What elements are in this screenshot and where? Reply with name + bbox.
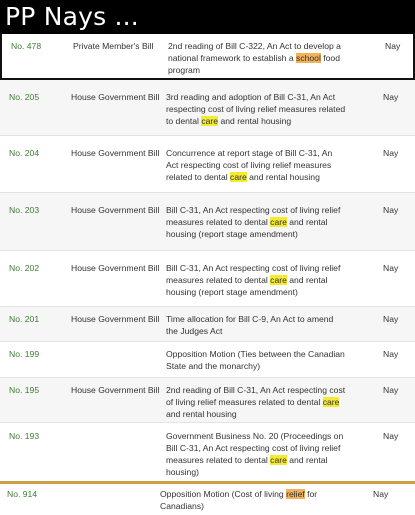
vote-value: Nay	[383, 314, 399, 324]
vote-value: Nay	[383, 148, 399, 158]
bill-type: House Government Bill	[71, 205, 160, 215]
keyword-highlight: care	[230, 172, 247, 182]
vote-description: Opposition Motion (Cost of living relief for Canadians)	[160, 489, 318, 511]
table-row	[0, 136, 415, 193]
vote-number[interactable]: No. 203	[9, 205, 40, 215]
keyword-highlight: relief	[286, 489, 305, 499]
vote-value: Nay	[373, 489, 389, 499]
keyword-highlight: care	[270, 275, 287, 285]
vote-description: 3rd reading and adoption of Bill C-31, An Act respecting cost of living relief measures related to dental care and rental housing	[166, 92, 346, 126]
vote-number[interactable]: No. 204	[9, 148, 40, 158]
votes-table	[0, 34, 415, 491]
vote-value: Nay	[383, 92, 399, 102]
vote-description: 2nd reading of Bill C-31, An Act respecting cost of living relief measures related to dental care and rental housing	[166, 385, 346, 419]
vote-description: Opposition Motion (Ties between the Canadian State and the monarchy)	[166, 349, 345, 371]
vote-number[interactable]: No. 205	[9, 92, 40, 102]
vote-description: Time allocation for Bill C-9, An Act to amend the Judges Act	[166, 314, 334, 336]
vote-number[interactable]: No. 195	[9, 385, 40, 395]
vote-value: Nay	[383, 431, 399, 441]
table-row	[0, 193, 415, 251]
table-row	[0, 307, 415, 342]
keyword-highlight: care	[322, 397, 340, 407]
table-row	[0, 251, 415, 307]
vote-value: Nay	[385, 41, 401, 51]
vote-description: Concurrence at report stage of Bill C-31, An Act respecting cost of living relief measures related to dental care and rental housing	[166, 148, 333, 182]
keyword-highlight: care	[270, 455, 287, 465]
bill-type: House Government Bill	[71, 92, 160, 102]
vote-number[interactable]: No. 193	[9, 431, 40, 441]
bill-type: Private Member's Bill	[73, 41, 154, 51]
vote-number[interactable]: No. 914	[7, 489, 38, 499]
vote-description: Government Business No. 20 (Proceedings on Bill C-31, An Act respecting cost of living relief measures related to dental care and rental housing)	[166, 431, 344, 477]
vote-number[interactable]: No. 201	[9, 314, 40, 324]
vote-number[interactable]: No. 199	[9, 349, 40, 359]
keyword-highlight: care	[270, 217, 287, 227]
bill-type: House Government Bill	[71, 148, 160, 158]
table-row	[0, 34, 415, 80]
vote-number[interactable]: No. 202	[9, 263, 40, 273]
bill-type: House Government Bill	[71, 314, 160, 324]
vote-description: Bill C-31, An Act respecting cost of living relief measures related to dental care and rental housing (report stage amendment)	[166, 263, 341, 297]
keyword-highlight: school	[296, 53, 321, 63]
vote-value: Nay	[383, 349, 399, 359]
vote-description: 2nd reading of Bill C-322, An Act to develop a national framework to establish a school food program	[168, 41, 341, 75]
bill-type: House Government Bill	[71, 385, 160, 395]
bill-type: House Government Bill	[71, 263, 160, 273]
keyword-highlight: care	[201, 116, 219, 126]
vote-value: Nay	[383, 385, 399, 395]
table-row	[0, 80, 415, 136]
table-row	[0, 342, 415, 378]
page-title: PP Nays ...	[5, 2, 139, 31]
vote-value: Nay	[383, 205, 399, 215]
vote-value: Nay	[383, 263, 399, 273]
vote-description: Bill C-31, An Act respecting cost of living relief measures related to dental care and rental housing (report stage amendment)	[166, 205, 341, 239]
table-row	[0, 481, 415, 515]
vote-number[interactable]: No. 478	[11, 41, 42, 51]
table-row	[0, 378, 415, 423]
